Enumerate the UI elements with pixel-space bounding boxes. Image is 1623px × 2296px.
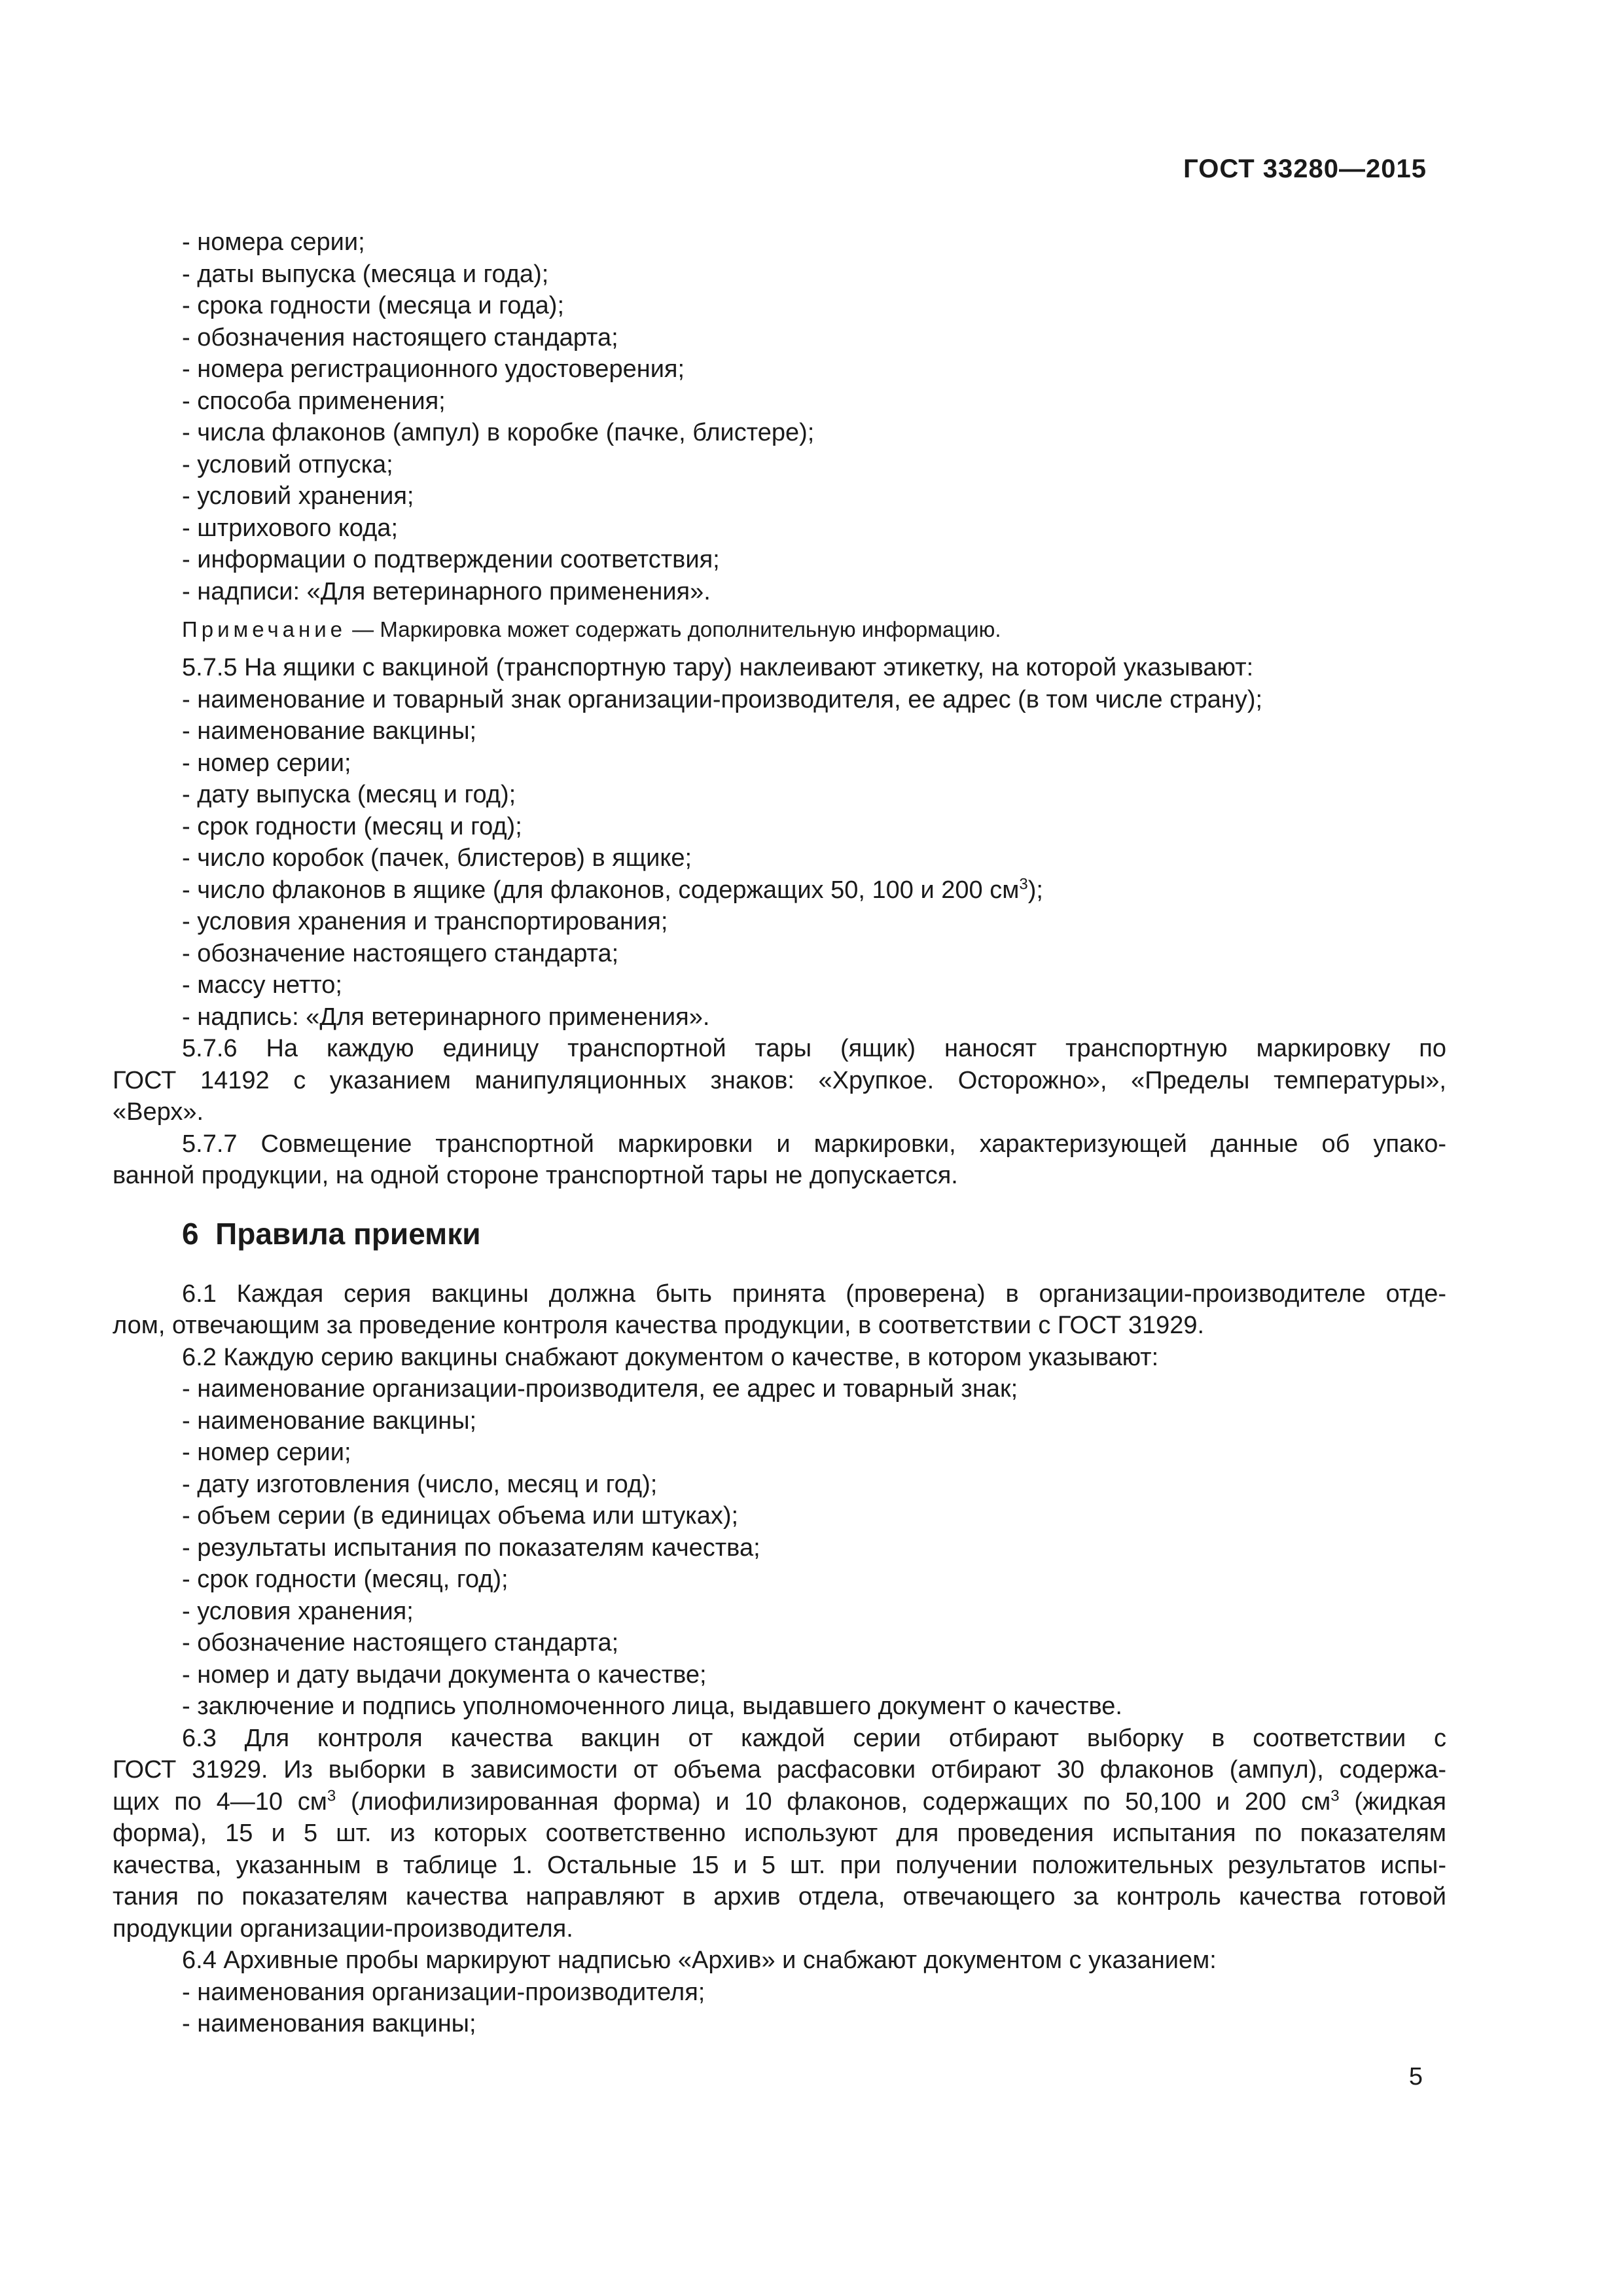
paragraph-line: 5.7.7 Совмещение транспортной маркировки и маркировки, характеризующей данные об упако- [182, 1130, 1446, 1158]
list-item: - обозначение настоящего стандарта; [182, 939, 619, 967]
list-item: - наименование вакцины; [182, 1407, 477, 1435]
list-item: - даты выпуска (месяца и года); [182, 260, 549, 288]
list-item: - заключение и подпись уполномоченного лица, выдавшего документ о качестве. [182, 1693, 1122, 1720]
page-content [113, 226, 1446, 2040]
list-item: - надпись: «Для ветеринарного применения». [182, 1003, 710, 1031]
paragraph-6-1 [113, 1278, 1446, 1342]
paragraph-line: ГОСТ 14192 с указанием манипуляционных знаков: «Хрупкое. Осторожно», «Пределы температуры», [113, 1066, 1446, 1094]
list-item: - числа флаконов (ампул) в коробке (пачке, блистере); [182, 419, 815, 446]
list-item: - номер и дату выдачи документа о качестве; [182, 1660, 707, 1689]
paragraph-intro: 5.7.5 На ящики с вакциной (транспортную тару) наклеивают этикетку, на которой указывают: [182, 654, 1254, 681]
paragraph-line: тания по показателям качества направляют в архив отдела, отвечающего за контроль качества готовой [113, 1883, 1446, 1910]
list-item: - объем серии (в единицах объема или штуках); [182, 1502, 739, 1530]
section-title-text: Правила приемки [215, 1216, 481, 1251]
paragraph-line: лом, отвечающим за проведение контроля качества продукции, в соответствии с ГОСТ 31929. [113, 1312, 1205, 1339]
list-item [113, 874, 1446, 906]
list-item: - номер серии; [182, 749, 351, 777]
list-item: - наименование и товарный знак организации-производителя, ее адрес (в том числе страну); [182, 685, 1263, 713]
page-number: 5 [1408, 2063, 1423, 2090]
paragraph-5-7-6 [113, 1033, 1446, 1128]
list-item: - условия хранения; [182, 1597, 414, 1625]
list-item: - наименования организации-производителя; [182, 1978, 705, 2006]
paragraph-line: качества, указанным в таблице 1. Остальные 15 и 5 шт. при получении положительных результатов испы- [113, 1851, 1446, 1879]
paragraph-line: форма), 15 и 5 шт. из которых соответственно используют для проведения испытания по показателям [113, 1820, 1446, 1847]
paragraph-6-4 [113, 1945, 1446, 2040]
section-heading [113, 1214, 1446, 1253]
list-item: - номера регистрационного удостоверения; [182, 355, 685, 383]
paragraph-5-7-5 [113, 652, 1446, 1033]
list-item: - дату изготовления (число, месяц и год); [182, 1470, 658, 1498]
list-item: - срока годности (месяца и года); [182, 292, 565, 319]
list-item: - обозначения настоящего стандарта; [182, 323, 618, 351]
list-item: - обозначение настоящего стандарта; [182, 1629, 619, 1657]
paragraph-6-3 [113, 1723, 1446, 1945]
note [113, 614, 1446, 645]
list-item: - число коробок (пачек, блистеров) в ящике; [182, 844, 692, 872]
paragraph-line: ванной продукции, на одной стороне транспортной тары не допускается. [113, 1162, 958, 1189]
list-item-text: - число флаконов в ящике (для флаконов, содержащих 50, 100 и 200 см [182, 876, 1020, 904]
superscript: 3 [1330, 1786, 1340, 1804]
list-item: - наименование вакцины; [182, 717, 477, 745]
superscript: 3 [1019, 874, 1028, 893]
section-number: 6 [182, 1216, 199, 1251]
superscript: 3 [327, 1786, 336, 1804]
list-item: - способа применения; [182, 387, 446, 415]
list-item: - наименования вакцины; [182, 2010, 476, 2037]
list-item: - надписи: «Для ветеринарного применения». [182, 577, 711, 605]
note-label: Примечание [182, 617, 347, 641]
text-run: щих по 4—10 см [113, 1787, 327, 1816]
list-item: - номера серии; [182, 228, 365, 256]
list-item: - срок годности (месяц и год); [182, 812, 522, 840]
list-item: - номер серии; [182, 1439, 351, 1466]
list-item: - наименование организации-производителя, ее адрес и товарный знак; [182, 1375, 1018, 1403]
paragraph-line [113, 1786, 1446, 1818]
list-item: - массу нетто; [182, 971, 342, 999]
list-item: - информации о подтверждении соответствия; [182, 546, 720, 573]
paragraph-line: 6.3 Для контроля качества вакцин от каждой серии отбирают выборку в соответствии с [182, 1724, 1446, 1752]
note-text: — Маркировка может содержать дополнительную информацию. [346, 617, 1001, 641]
list-item: - штрихового кода; [182, 514, 398, 542]
list-item: - срок годности (месяц, год); [182, 1566, 508, 1593]
paragraph-intro: 6.2 Каждую серию вакцины снабжают документом о качестве, в котором указывают: [182, 1343, 1159, 1371]
text-run: (жидкая [1339, 1787, 1446, 1816]
list-a [113, 226, 1446, 607]
paragraph-intro: 6.4 Архивные пробы маркируют надписью «Архив» и снабжают документом с указанием: [182, 1946, 1217, 1974]
paragraph-line: 5.7.6 На каждую единицу транспортной тары (ящик) наносят транспортную маркировку по [182, 1035, 1446, 1062]
paragraph-line: 6.1 Каждая серия вакцины должна быть принята (проверена) в организации-производителе отде- [182, 1280, 1446, 1308]
list-item: - условий отпуска; [182, 450, 393, 478]
paragraph-line: «Верх». [113, 1098, 204, 1126]
paragraph-6-2 [113, 1342, 1446, 1723]
document-id: ГОСТ 33280—2015 [1183, 154, 1427, 183]
list-item: - дату выпуска (месяц и год); [182, 781, 516, 808]
list-item-text: ); [1027, 876, 1043, 904]
paragraph-5-7-7 [113, 1128, 1446, 1192]
paragraph-line: продукции организации-производителя. [113, 1914, 573, 1943]
list-item: - условий хранения; [182, 482, 414, 510]
list-item: - условия хранения и транспортирования; [182, 908, 668, 935]
list-item: - результаты испытания по показателям качества; [182, 1534, 760, 1562]
paragraph-line: ГОСТ 31929. Из выборки в зависимости от объема расфасовки отбирают 30 флаконов (ампул), содержа- [113, 1756, 1446, 1784]
text-run: (лиофилизированная форма) и 10 флаконов, содержащих по 50,100 и 200 см [336, 1787, 1331, 1816]
